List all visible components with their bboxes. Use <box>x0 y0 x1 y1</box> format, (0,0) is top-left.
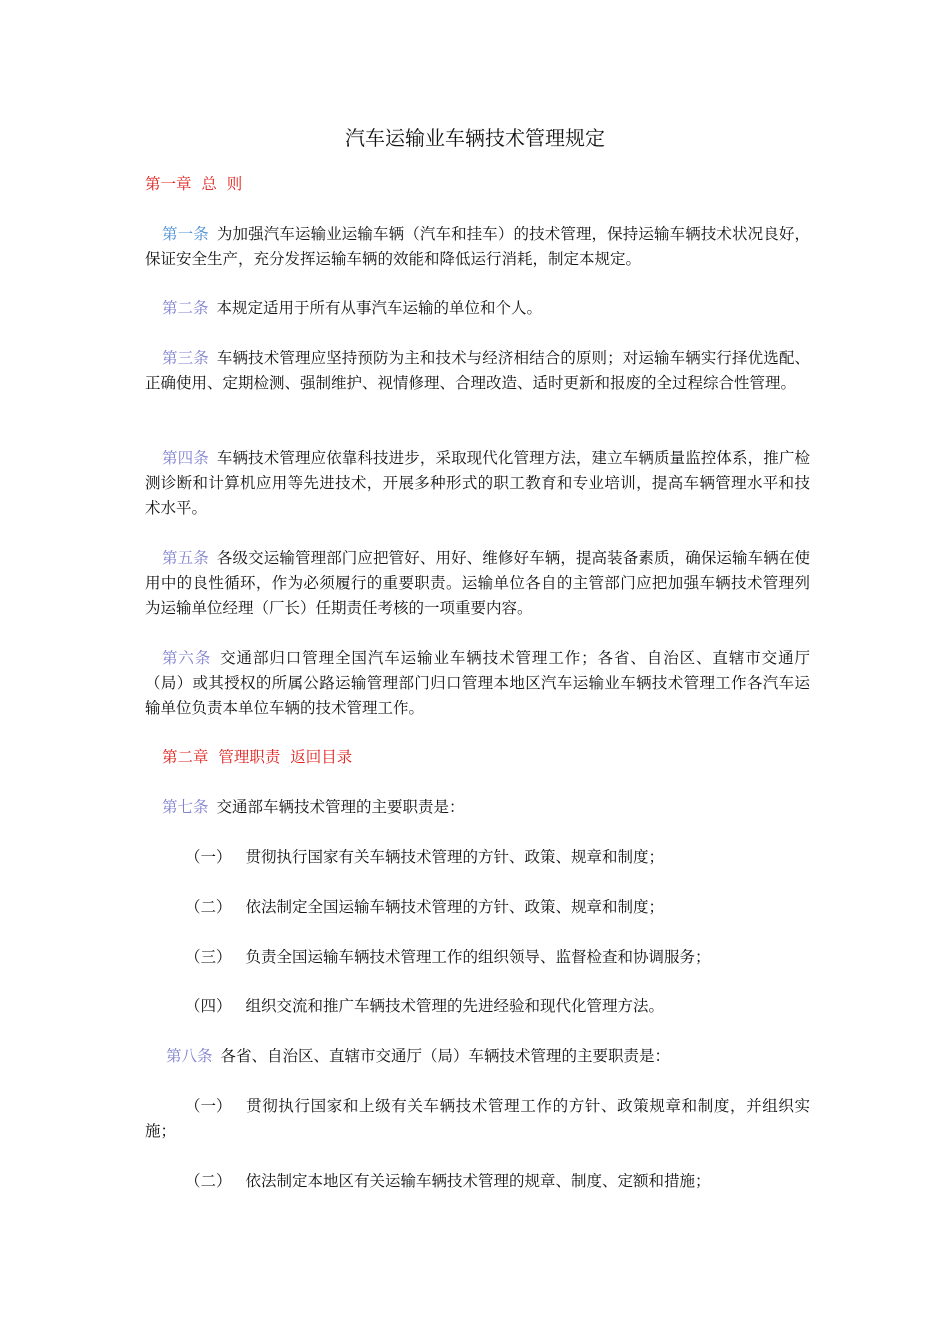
article-4 <box>145 446 810 521</box>
article-1-text: 为加强汽车运输业运输车辆（汽车和挂车）的技术管理，保持运输车辆技术状况良好，保证安全生产，充分发挥运输车辆的效能和降低运行消耗，制定本规定。 <box>145 225 810 268</box>
chapter-1-heading[interactable] <box>145 172 810 197</box>
article-7 <box>145 795 810 820</box>
list-item-text: 依法制定全国运输车辆技术管理的方针、政策、规章和制度； <box>245 898 665 916</box>
document-title: 汽车运输业车辆技术管理规定 <box>345 126 605 150</box>
article-2 <box>145 296 810 321</box>
article-2-text: 本规定适用于所有从事汽车运输的单位和个人。 <box>216 299 543 317</box>
article-5-text: 各级交运输管理部门应把管好、用好、维修好车辆，提高装备素质，确保运输车辆在使用中的良性循环，作为必须履行的重要职责。运输单位各自的主管部门应把加强车辆技术管理列为运输单位经理（厂长）任期责任考核的一项重要内容。 <box>145 549 810 617</box>
list-item-text: 负责全国运输车辆技术管理工作的组织领导、监督检查和协调服务； <box>245 948 711 966</box>
article-7-label[interactable]: 第七条 <box>162 798 209 816</box>
article-1-label[interactable]: 第一条 <box>162 225 209 243</box>
list-item-text: 依法制定本地区有关运输车辆技术管理的规章、制度、定额和措施； <box>245 1172 711 1190</box>
list-item-text: 贯彻执行国家有关车辆技术管理的方针、政策、规章和制度； <box>245 848 665 866</box>
article-6 <box>145 646 810 721</box>
article-7-item-2 <box>145 895 810 920</box>
list-item-text: 组织交流和推广车辆技术管理的先进经验和现代化管理方法。 <box>245 997 665 1015</box>
article-4-label[interactable]: 第四条 <box>162 449 209 467</box>
article-8-item-1 <box>145 1094 810 1144</box>
list-item-number: （一） <box>185 848 232 866</box>
article-4-text: 车辆技术管理应依靠科技进步，采取现代化管理方法，建立车辆质量监控体系，推广检测诊断和计算机应用等先进技术，开展多种形式的职工教育和专业培训，提高车辆管理水平和技术水平。 <box>145 449 810 517</box>
list-item-number: （二） <box>185 898 232 916</box>
article-3-label[interactable]: 第三条 <box>162 349 209 367</box>
article-1 <box>145 222 810 272</box>
list-item-number: （一） <box>185 1097 232 1115</box>
article-7-item-1 <box>145 845 810 870</box>
article-8-text: 各省、自治区、直辖市交通厅（局）车辆技术管理的主要职责是： <box>220 1047 671 1065</box>
chapter-2-heading[interactable] <box>145 745 810 770</box>
article-7-item-3 <box>145 945 810 970</box>
article-5-label[interactable]: 第五条 <box>162 549 209 567</box>
article-3 <box>145 346 810 396</box>
chapter-1-heading-text: 第一章 总 则 <box>145 175 243 193</box>
article-7-text: 交通部车辆技术管理的主要职责是： <box>216 798 465 816</box>
list-item-number: （三） <box>185 948 232 966</box>
chapter-2-heading-text: 第二章 管理职责 返回目录 <box>162 748 353 766</box>
list-item-number: （四） <box>185 997 232 1015</box>
article-7-item-4 <box>145 994 810 1019</box>
article-6-text: 交通部归口管理全国汽车运输业车辆技术管理工作；各省、自治区、直辖市交通厅（局）或其授权的所属公路运输管理部门归口管理本地区汽车运输业车辆技术管理工作各汽车运输单位负责本单位车辆的技术管理工作。 <box>145 649 810 717</box>
article-8-label[interactable]: 第八条 <box>166 1047 213 1065</box>
article-8-item-2 <box>145 1169 810 1194</box>
article-8 <box>145 1044 810 1069</box>
article-2-label[interactable]: 第二条 <box>162 299 209 317</box>
list-item-number: （二） <box>185 1172 232 1190</box>
list-item-text: 贯彻执行国家和上级有关车辆技术管理工作的方针、政策规章和制度，并组织实施； <box>145 1097 810 1140</box>
article-3-text: 车辆技术管理应坚持预防为主和技术与经济相结合的原则；对运输车辆实行择优选配、正确使用、定期检测、强制维护、视情修理、合理改造、适时更新和报废的全过程综合性管理。 <box>145 349 810 392</box>
article-6-label[interactable]: 第六条 <box>162 649 212 667</box>
article-5 <box>145 546 810 621</box>
